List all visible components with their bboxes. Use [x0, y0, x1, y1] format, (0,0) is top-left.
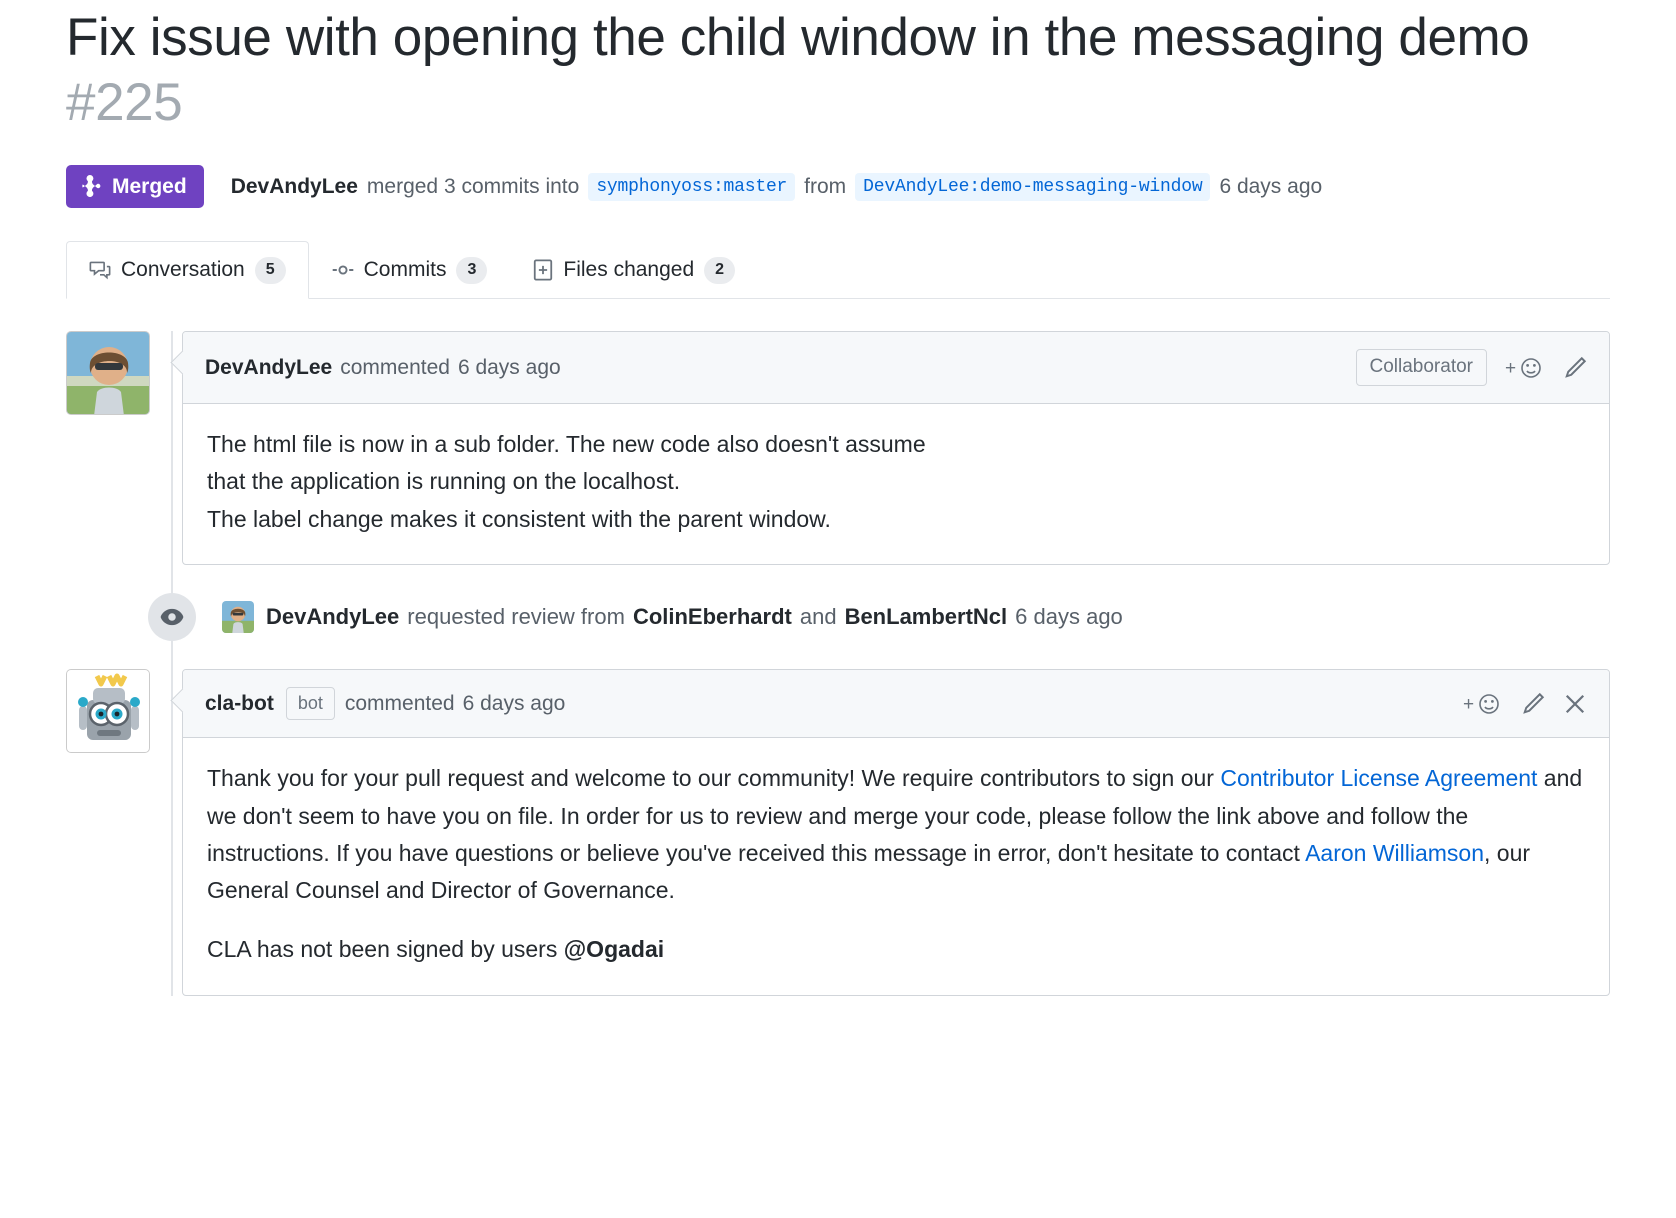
status-badge: [66, 165, 204, 208]
comment-discussion-icon: [89, 259, 111, 281]
edit-icon[interactable]: [1521, 692, 1545, 716]
bot-badge: bot: [286, 687, 335, 720]
git-merge-icon: [81, 175, 103, 197]
svg-text:+: +: [1505, 357, 1517, 379]
cla-link[interactable]: Contributor License Agreement: [1220, 765, 1538, 792]
comment-line: The html file is now in a sub folder. The new code also doesn't assume: [207, 431, 926, 458]
avatar[interactable]: [66, 331, 150, 415]
comment-item: [66, 331, 1610, 565]
timeline-event-review-requested: [66, 593, 1610, 641]
bot-text-d: CLA has not been signed by users: [207, 936, 564, 963]
title-block: [66, 0, 1610, 135]
tab-files-changed[interactable]: [510, 241, 758, 299]
event-reviewer-1[interactable]: ColinEberhardt: [632, 603, 792, 629]
head-branch-chip[interactable]: DevAndyLee:demo-messaging-window: [855, 173, 1210, 201]
diff-icon: [533, 259, 553, 281]
pr-title-text: Fix issue with opening the child window in the messaging demo: [66, 8, 1530, 67]
event-timestamp: 6 days ago: [1015, 603, 1123, 629]
timeline: [66, 331, 1610, 995]
add-reaction-icon[interactable]: [1505, 355, 1545, 381]
bot-paragraph-1: [207, 760, 1585, 909]
comment-header: [183, 670, 1609, 738]
comment-item: [66, 669, 1610, 996]
bot-paragraph-2: [207, 931, 1585, 968]
comment-author[interactable]: cla-bot: [205, 691, 274, 715]
base-branch-chip[interactable]: symphonyoss:master: [588, 173, 795, 201]
pr-number: #225: [66, 72, 183, 132]
event-reviewer-2[interactable]: BenLambertNcl: [844, 603, 1008, 629]
comment-timestamp: 6 days ago: [457, 355, 561, 379]
merger-username[interactable]: DevAndyLee: [230, 174, 358, 198]
page-title: [66, 6, 1610, 135]
comment-timestamp: 6 days ago: [462, 691, 566, 715]
comment-box-bot: [182, 669, 1610, 996]
merge-timestamp: 6 days ago: [1219, 174, 1323, 198]
status-badge-label: Merged: [112, 174, 187, 198]
comment-action: commented: [344, 691, 455, 715]
comment-line: that the application is running on the localhost.: [207, 468, 681, 495]
tab-files-changed-count: 2: [704, 257, 735, 284]
comment-box: [182, 331, 1610, 565]
tab-commits[interactable]: [309, 241, 511, 299]
tab-conversation-count: 5: [255, 257, 286, 284]
git-commit-icon: [332, 259, 354, 281]
event-action-text: requested review from: [407, 603, 625, 629]
event-actor[interactable]: DevAndyLee: [266, 603, 400, 629]
merge-description: [231, 173, 1332, 201]
tab-files-changed-label: Files changed: [563, 258, 695, 282]
mention[interactable]: @Ogadai: [563, 936, 665, 963]
merge-action-text: merged 3 commits into: [366, 174, 580, 198]
bot-text-c: , our General Counsel and Director of Governance.: [207, 839, 1531, 903]
counsel-link[interactable]: Aaron Williamson: [1305, 839, 1485, 866]
edit-icon[interactable]: [1563, 356, 1587, 380]
avatar[interactable]: [222, 601, 254, 633]
tab-conversation-label: Conversation: [121, 258, 245, 282]
add-reaction-icon[interactable]: [1463, 691, 1503, 717]
eye-icon: [148, 593, 196, 641]
comment-header: [183, 332, 1609, 404]
bot-text-a: Thank you for your pull request and welcome to our community! We require contributors to sign our: [207, 765, 1221, 792]
tab-conversation[interactable]: [66, 241, 309, 299]
comment-body: [183, 404, 1609, 564]
comment-author[interactable]: DevAndyLee: [205, 355, 333, 379]
from-word: from: [804, 174, 847, 198]
comment-action: commented: [340, 355, 450, 379]
comment-line: The label change makes it consistent with the parent window.: [207, 505, 831, 532]
pr-meta-row: [66, 165, 1610, 208]
tab-commits-count: 3: [456, 257, 487, 284]
bot-text-b: and we don't seem to have you on file. In order for us to review and merge your code, please follow the link above and follow the instructions. If you have questions or believe you've received this message in error, don't hesitate to contact: [207, 765, 1583, 866]
svg-text:+: +: [1463, 693, 1475, 715]
tab-commits-label: Commits: [363, 258, 447, 282]
close-icon[interactable]: [1563, 692, 1587, 716]
pr-tabs: [66, 241, 1610, 299]
role-badge: Collaborator: [1356, 349, 1488, 386]
event-joiner: and: [799, 603, 837, 629]
comment-header-actions: [1356, 349, 1588, 386]
comment-header-actions: [1463, 691, 1587, 717]
comment-body: [183, 738, 1609, 994]
avatar-bot[interactable]: [66, 669, 150, 753]
